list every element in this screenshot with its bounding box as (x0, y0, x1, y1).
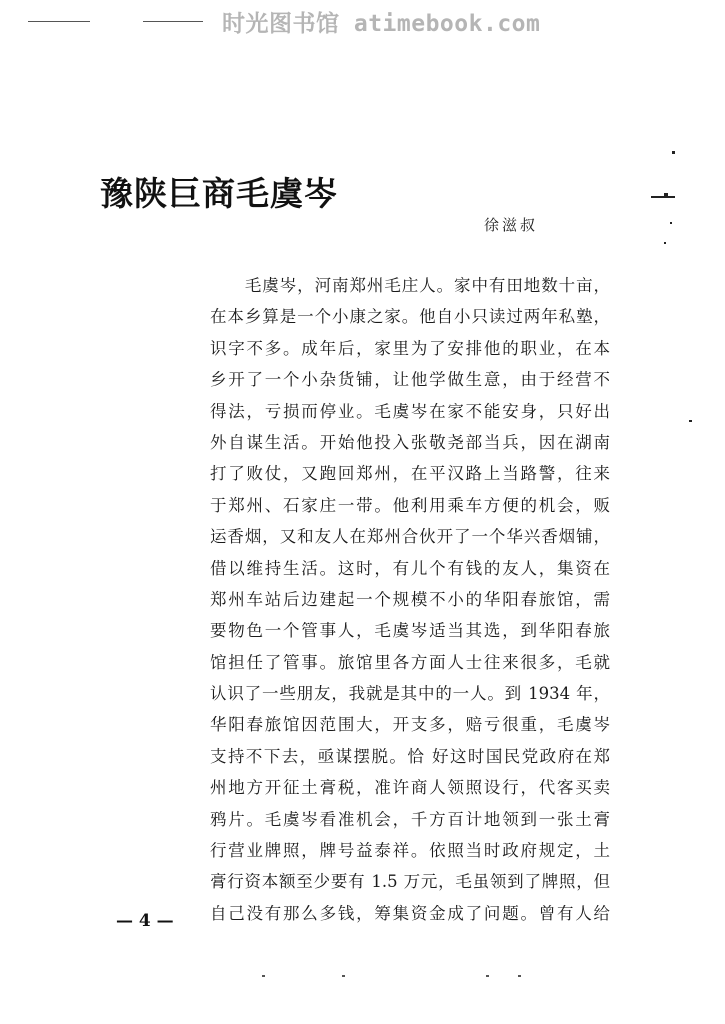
page-number: — 4 — (116, 911, 174, 931)
scan-speck (672, 151, 675, 154)
body-line: 膏行资本额至少要有 1.5 万元，毛虽领到了牌照，但 (210, 872, 610, 892)
site-watermark: 时光图书馆 atimebook.com (222, 11, 541, 37)
scan-speck (664, 193, 668, 197)
body-line: 外自谋生活。开始他投入张敬尧部当兵，因在湖南 (210, 432, 610, 452)
scan-speck (518, 975, 521, 977)
scan-speck (262, 975, 265, 977)
body-line: 郑州车站后边建起一个规模不小的华阳春旅馆，需 (210, 589, 610, 609)
body-line: 鸦片。毛虞岑看准机会，千方百计地领到一张土膏 (210, 809, 610, 829)
body-line: 华阳春旅馆因范围大，开支多，赔亏很重，毛虞岑 (210, 715, 610, 735)
body-line: 打了败仗，又跑回郑州，在平汉路上当路警，往来 (210, 464, 610, 484)
body-line: 运香烟，又和友人在郑州合伙开了一个华兴香烟铺， (210, 527, 610, 547)
article-title: 豫陕巨商毛虞岑 (100, 174, 338, 213)
scan-speck (651, 196, 675, 198)
body-line: 馆担任了管事。旅馆里各方面人士往来很多，毛就 (210, 652, 610, 672)
body-line: 毛虞岑，河南郑州毛庄人。家中有田地数十亩， (210, 276, 610, 295)
article-author: 徐滋叔 (484, 216, 539, 234)
body-line: 于郑州、石家庄一带。他利用乘车方便的机会，贩 (210, 495, 610, 515)
header-rule-left (28, 21, 90, 22)
body-line: 支持不下去，亟谋摆脱。恰 好这时国民党政府在郑 (210, 746, 610, 766)
body-line: 得法，亏损而停业。毛虞岑在家不能安身，只好出 (210, 401, 610, 421)
body-line: 识字不多。成年后，家里为了安排他的职业，在本 (210, 338, 610, 358)
body-line: 借以维持生活。这时，有儿个有钱的友人，集资在 (210, 558, 610, 578)
scan-speck (689, 420, 692, 422)
scan-bottom-marks (250, 975, 540, 983)
body-line: 自己没有那么多钱，筹集资金成了问题。曾有人给 (210, 903, 610, 923)
header-rule-middle (143, 21, 203, 22)
scan-speck (342, 975, 345, 977)
body-line: 州地方开征土膏税，准许商人领照设行，代客买卖 (210, 778, 610, 798)
scan-speck (486, 975, 489, 977)
scan-speck (670, 222, 672, 224)
body-line: 认识了一些朋友，我就是其中的一人。到 1934 年， (210, 684, 610, 704)
scan-speck (664, 242, 666, 244)
body-line: 在本乡算是一个小康之家。他自小只读过两年私塾， (210, 307, 610, 327)
body-line: 行营业牌照，牌号益泰祥。依照当时政府规定，土 (210, 841, 610, 861)
body-line: 要物色一个管事人，毛虞岑适当其选，到华阳春旅 (210, 621, 610, 641)
body-line: 乡开了一个小杂货铺，让他学做生意，由于经营不 (210, 370, 610, 390)
article-body (210, 270, 610, 929)
